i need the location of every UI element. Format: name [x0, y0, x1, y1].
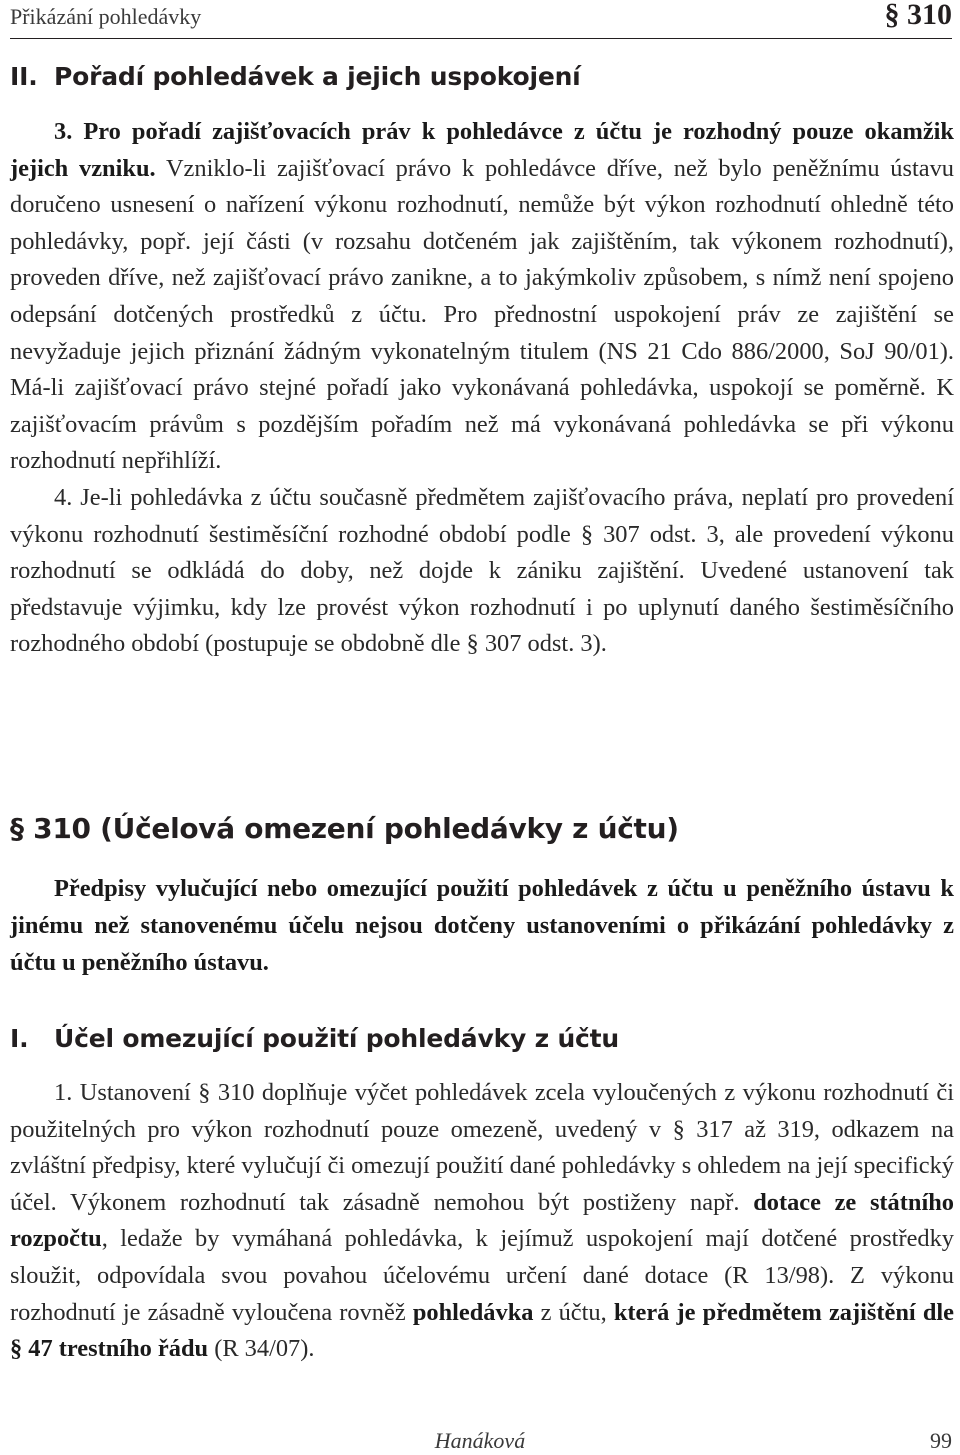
- paragraph-3-block: [10, 114, 954, 663]
- heading-number: II.: [10, 62, 38, 91]
- section-310-title: § 310 (Účelová omezení pohledávky z účtu): [10, 812, 679, 845]
- paragraph-3-bold: 3. Pro pořadí zajišťovacích práv k pohledávce z účtu je rozhodný pouze okamžik jejich vzniku.: [10, 118, 954, 182]
- paragraph-1-text-a: 1. Ustanovení § 310 doplňuje výčet pohledávek zcela vyloučených z výkonu rozhodnutí či použitelných pro výkon rozhodnutí pouze omezeně, uvedený v § 317 až 319, odkazem na zvláštní předpisy, které vylučují či omezují použití dané pohledávky s ohledem na její specifický účel. Výkonem rozhodnutí tak zásadně nemohou být postiženy např.: [10, 1079, 954, 1216]
- heading-number: I.: [10, 1024, 29, 1053]
- paragraph-1-block: [10, 1075, 954, 1368]
- header-rule: [10, 38, 952, 39]
- paragraph-4: 4. Je-li pohledávka z účtu současně předmětem zajišťovacího práva, neplatí pro provedení výkonu rozhodnutí šestiměsíční rozhodné období podle § 307 odst. 3, ale provedení výkonu rozhodnutí se odkládá do doby, než dojde k zániku zajištění. Uvedené ustanovení tak představuje výjimku, kdy lze provést výkon rozhodnutí i po uplynutí daného šestiměsíčního rozhodného období (postupuje se obdobně dle § 307 odst. 3).: [10, 483, 954, 658]
- paragraph-1-bold-b: pohledávka: [412, 1298, 534, 1326]
- paragraph-1: [10, 1075, 954, 1368]
- footer-page-number: 99: [930, 1428, 952, 1453]
- heading-section-i: [10, 1024, 619, 1053]
- heading-section-ii: [10, 62, 581, 91]
- running-header-section: § 310: [884, 0, 952, 31]
- paragraph-1-bold-c: která je předmětem zajištění dle § 47 trestního řádu: [10, 1298, 954, 1363]
- running-header: [10, 0, 952, 36]
- paragraph-1-bold-a: dotace ze státního rozpočtu: [10, 1188, 954, 1253]
- heading-title: Účel omezující použití pohledávky z účtu: [54, 1024, 620, 1053]
- heading-title: Pořadí pohledávek a jejich uspokojení: [54, 62, 581, 91]
- paragraph-1-text-d: (R 34/07).: [208, 1335, 315, 1363]
- section-310-lead-block: [10, 870, 954, 981]
- section-310-lead: Předpisy vylučující nebo omezující použití pohledávek z účtu u peněžního ústavu k jinému než stanovenému účelu nejsou dotčeny ustanoveními o přikázání pohledávky z účtu u peněžního ústavu.: [10, 875, 954, 976]
- running-header-title: Přikázání pohledávky: [10, 4, 202, 29]
- paragraph-1-text-b: , ledaže by vymáhaná pohledávka, k jejímuž uspokojení mají dotčené prostředky sloužit, odpovídala svou povahou účelovému určení dané dotace (R 13/98). Z výkonu rozhodnutí je zásadně vyloučena rovněž: [10, 1225, 954, 1326]
- paragraph-1-text-c: z účtu,: [533, 1298, 614, 1326]
- paragraph-3-text: Vzniklo-li zajišťovací právo k pohledávce dříve, než bylo peněžnímu ústavu doručeno usnesení o nařízení výkonu rozhodnutí, nemůže být výkon rozhodnutí ohledně této pohledávky, popř. její části (v rozsahu dotčeném jak zajištěním, tak výkonem rozhodnutí), proveden dříve, než zajišťovací právo zanikne, a to jakýmkoliv způsobem, s nímž není spojeno odepsání dotčených prostředků z účtu. Pro přednostní uspokojení práv ze zajištění se nevyžaduje jejich přiznání žádným vykonatelným titulem (NS 21 Cdo 886/2000, SoJ 90/01). Má-li zajišťovací právo stejné pořadí jako vykonávaná pohledávka, uspokojí se poměrně. K zajišťovacím právům s pozdějším pořadím než má vykonávaná pohledávka se při výkonu rozhodnutí nepřihlíží.: [10, 154, 954, 475]
- footer-author: Hanáková: [434, 1428, 526, 1453]
- paragraph-3: [10, 114, 954, 480]
